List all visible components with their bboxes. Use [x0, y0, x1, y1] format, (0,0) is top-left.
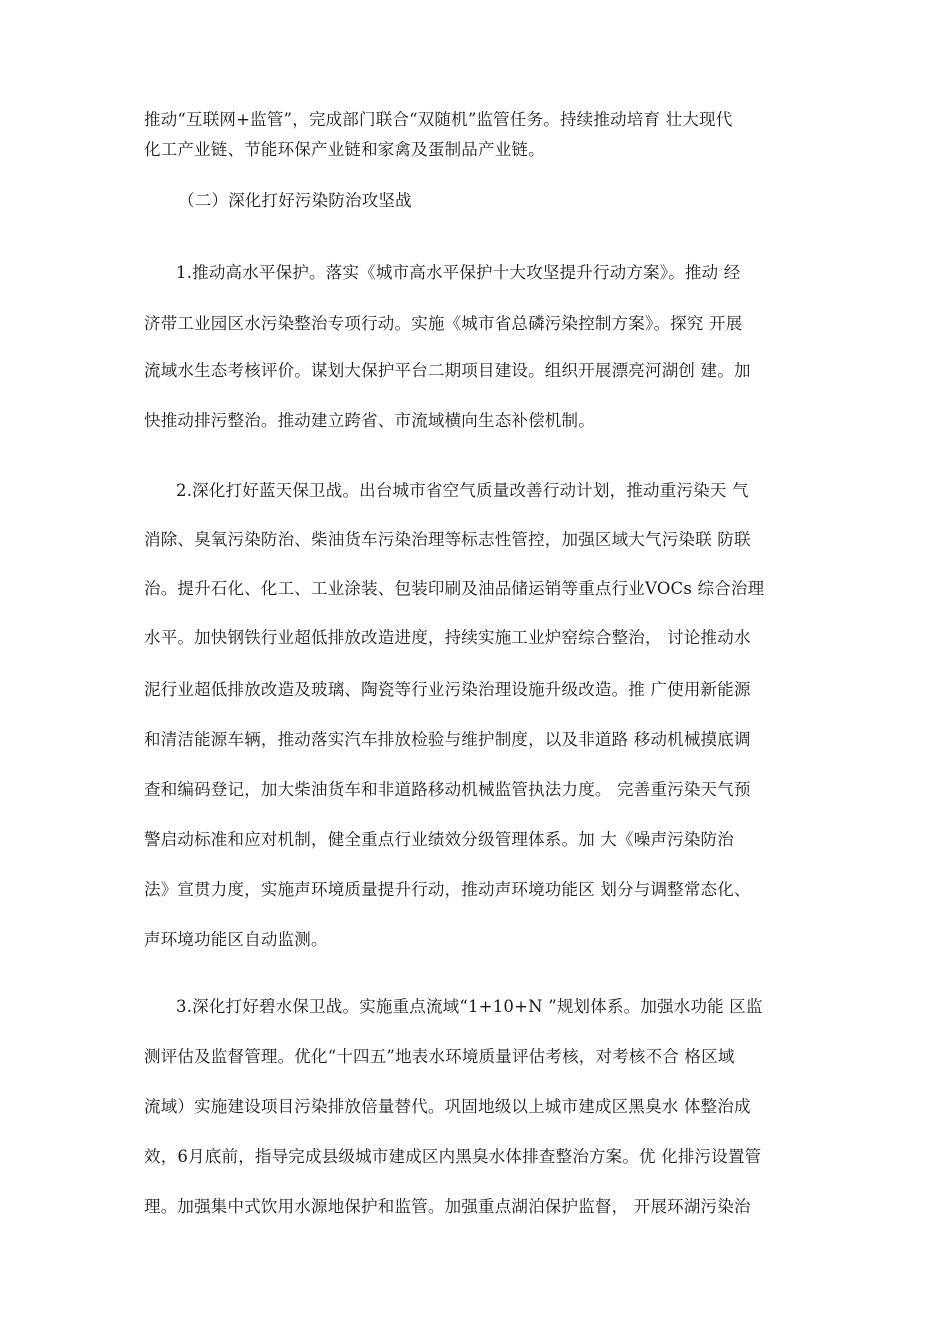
text-line: 2.深化打好蓝天保卫战。出台城市省空气质量改善行动计划，推动重污染天 气	[176, 481, 749, 500]
text-line: 快推动排污整治。推动建立跨省、市流域横向生态补偿机制。	[144, 411, 595, 430]
text-line: 理。加强集中式饮用水源地保护和监管。加强重点湖泊保护监督， 开展环湖污染治	[144, 1197, 751, 1216]
text-line: 消除、臭氧污染防治、柴油货车污染治理等标志性管控，加强区域大气污染联 防联	[144, 530, 751, 549]
text-line: 化工产业链、节能环保产业链和家禽及蛋制品产业链。	[144, 140, 545, 159]
text-line: 警启动标准和应对机制，健全重点行业绩效分级管理体系。加 大《噪声污染防治	[144, 830, 734, 849]
text-line: 推动“互联网+监管”，完成部门联合“双随机”监管任务。持续推动培育 壮大现代	[144, 110, 733, 129]
text-line: 和清洁能源车辆，推动落实汽车排放检验与维护制度，以及非道路 移动机械摸底调	[144, 730, 751, 749]
text-line: 治。提升石化、化工、工业涂装、包装印刷及油品储运销等重点行业VOCs 综合治理	[144, 579, 765, 598]
text-line: 查和编码登记，加大柴油货车和非道路移动机械监管执法力度。 完善重污染天气预	[144, 780, 751, 799]
text-line: 济带工业园区水污染整治专项行动。实施《城市省总磷污染控制方案》。探究 开展	[144, 314, 743, 333]
text-line: 效，6月底前，指导完成县级城市建成区内黑臭水体排查整治方案。优 化排污设置管	[144, 1147, 762, 1166]
text-line: 测评估及监督管理。优化“十四五”地表水环境质量评估考核，对考核不合 格区域	[144, 1047, 735, 1066]
text-line: 3.深化打好碧水保卫战。实施重点流域“1+10+N ”规划体系。加强水功能 区监	[176, 997, 763, 1016]
section-heading: （二）深化打好污染防治攻坚战	[178, 191, 412, 210]
text-line: 1.推动高水平保护。落实《城市高水平保护十大攻坚提升行动方案》。推动 经	[176, 263, 741, 282]
text-line: 流域水生态考核评价。谋划大保护平台二期项目建设。组织开展漂亮河湖创 建。加	[144, 361, 751, 380]
text-line: 水平。加快钢铁行业超低排放改造进度，持续实施工业炉窑综合整治， 讨论推动水	[144, 628, 751, 647]
text-line: 流域）实施建设项目污染排放倍量替代。巩固地级以上城市建成区黑臭水 体整治成	[144, 1097, 751, 1116]
text-line: 声环境功能区自动监测。	[144, 930, 328, 949]
text-line: 法》宣贯力度，实施声环境质量提升行动，推动声环境功能区 划分与调整常态化、	[144, 880, 751, 899]
text-line: 泥行业超低排放改造及玻璃、陶瓷等行业污染治理设施升级改造。推 广使用新能源	[144, 680, 751, 699]
